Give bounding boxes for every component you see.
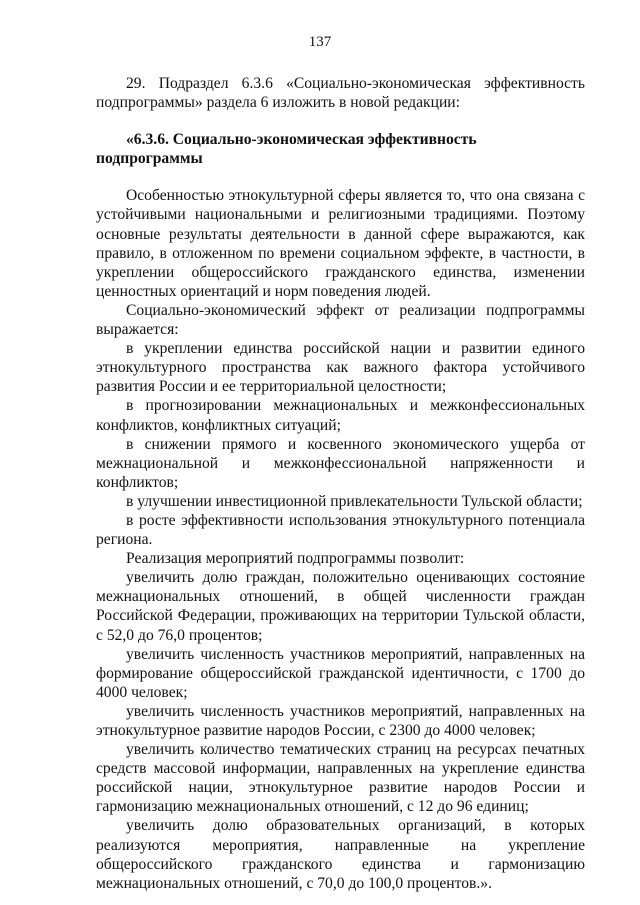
paragraph-effect-forecasting: в прогнозировании межнациональных и межконфессиональных конфликтов, конфликтных ситуаций; [96,397,585,434]
paragraph-result-identity: увеличить численность участников мероприятий, направленных на формирование общероссийской гражданской идентичности, с 1700 до 4000 человек; [96,645,585,701]
section-heading: «6.3.6. Социально-экономическая эффективность подпрограммы [96,131,477,168]
document-body [96,74,585,893]
paragraph-results-intro: Реализация мероприятий подпрограммы позволит: [126,550,465,568]
page-number: 137 [308,34,332,50]
paragraph-effect-potential: в росте эффективности использования этнокультурного потенциала региона. [96,511,585,549]
paragraph-effect-unity: в укреплении единства российской нации и развитии единого этнокультурного пространства как важного фактора устойчивого развития России и ее территориальной целостности; [96,340,585,396]
paragraph-result-ethnocultural: увеличить численность участников мероприятий, направленных на этнокультурное развитие народов России, с 2300 до 4000 человек; [96,702,585,739]
paragraph-result-share: увеличить долю граждан, положительно оценивающих состояние межнациональных отношений, в общей численности граждан Российской Федерации, проживающих на территории Тульской области, с 52,0 до 76,0 процентов; [96,569,585,644]
intro-paragraph: 29. Подраздел 6.3.6 «Социально-экономическая эффективность подпрограммы» раздела 6 изложить в новой редакции: [96,75,585,112]
paragraph-result-media: увеличить количество тематических страниц на ресурсах печатных средств массовой информации, направленных на укрепление единства российской нации, этнокультурное развитие народов России и гармонизацию межнациональных отношений, с 12 до 96 единиц; [96,741,585,816]
paragraph-features: Особенностью этнокультурной сферы является то, что она связана с устойчивыми национальными и религиозными традициями. Поэтому основные результаты деятельности в данной сфере выражаются, как правило, в отложенном по времени социальном эффекте, в частности, в укреплении общероссийского гражданского единства, изменении ценностных ориентаций и норм поведения людей. [96,187,585,300]
paragraph-effect-damage: в снижении прямого и косвенного экономического ущерба от межнациональной и межконфессиональной напряженности и конфликтов; [96,435,585,491]
paragraph-effect-investment: в улучшении инвестиционной привлекательности Тульской области; [126,492,583,510]
paragraph-effect-intro: Социально-экономический эффект от реализации подпрограммы выражается: [96,301,585,339]
paragraph-result-schools: увеличить долю образовательных организаций, в которых реализуются мероприятия, направленные на укрепление общероссийского гражданского единства и гармонизацию межнациональных отношений, с 70,0 до 100,0 процентов.». [96,817,585,892]
